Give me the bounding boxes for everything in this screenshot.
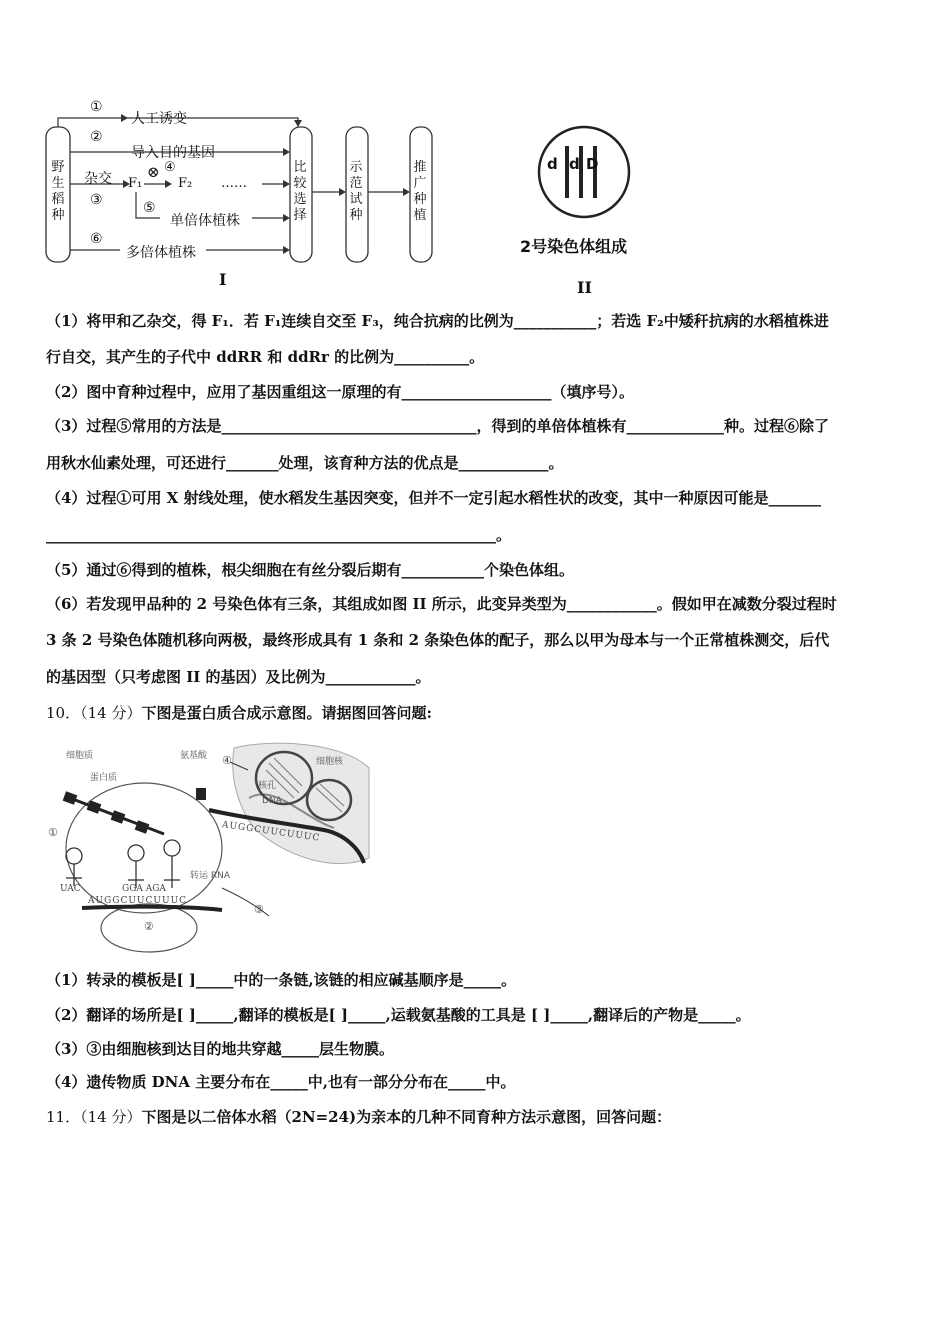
q11-title: 下图是以二倍体水稻（2N=24)为亲本的几种不同育种方法示意图，回答问题： [141,1108,672,1126]
q9-part3-line1: （3）过程⑤常用的方法是__________________________________，得到的单倍体植株有_____________种。过程⑥除了 [46,417,829,435]
q10-part3: （3）③由细胞核到达目的地共穿越_____层生物膜。 [46,1040,394,1058]
mrna-top-seq: AUGGCUUCUUUC [221,820,321,844]
gene-d-1: d [547,155,558,173]
q9-part6-line2: 3 条 2 号染色体随机移向两极，最终形成具有 1 条和 2 条染色体的配子，那么以甲为母本与一个正常植株测交，后代 [46,631,830,649]
polyploid-label: 多倍体植株 [126,245,196,261]
mutation-label: 人工诱变 [131,111,187,127]
marker-3: ③ [254,903,264,916]
pore-label: 核孔 [258,781,277,791]
q9-part1-line1: （1）将甲和乙杂交，得 F₁．若 F₁连续自交至 F₃，纯合抗病的比例为___________；若选 F₂中矮秆抗病的水稻植株进 [46,312,829,330]
demo-box-label: 示 范 试 种 [349,160,363,223]
gene-D: D [586,155,599,173]
step-1-marker: ① [90,99,103,115]
protein-label: 蛋白质 [90,773,118,783]
q10-title: 下图是蛋白质合成示意图。请据图回答问题: [141,704,432,722]
step-5-marker: ⑤ [143,200,156,216]
q10-heading [46,702,432,724]
q9-part6-line3: 的基因型（只考虑图 II 的基因）及比例为____________。 [46,668,431,686]
q11-number: 11．（14 分） [46,1108,142,1126]
f1-label: F₁ [128,176,143,191]
compare-box-label: 比 较 选 择 [293,160,307,223]
anticodon-gga-aga: GGA AGA [122,884,166,894]
q9-part4-line2: ____________________________________________________________。 [46,526,512,544]
f2-label: F₂ [178,176,193,191]
step-4-marker: ④ [164,160,176,175]
ellipsis-label: …… [221,176,247,191]
mrna-seq: AUGGCUUCUUUC [88,896,188,906]
chromosome-caption: 2号染色体组成 [520,237,628,256]
cytoplasm-label: 细胞质 [66,751,94,761]
q9-part3-line2: 用秋水仙素处理，可还进行_______处理，该育种方法的优点是____________。 [46,454,564,472]
marker-1: ① [48,826,58,839]
q9-part1-line2: 行自交，其产生的子代中 ddRR 和 ddRr 的比例为__________。 [46,348,485,366]
trna-label: 转运 RNA [190,871,231,881]
amino-acid-label: 氨基酸 [180,751,208,761]
q9-part6-line1: （6）若发现甲品种的 2 号染色体有三条，其组成如图 II 所示，此变异类型为____________。假如甲在减数分裂过程时 [46,595,837,613]
nucleus-label: 细胞核 [316,757,344,767]
step-3-marker: ③ [90,192,103,208]
step-2-marker: ② [90,129,103,145]
q10-part4: （4）遗传物质 DNA 主要分布在_____中,也有一部分分布在_____中。 [46,1073,516,1091]
step-6-marker: ⑥ [90,231,103,247]
promote-box-label: 推 广 种 植 [413,160,427,223]
anticodon-uac: UAC [60,884,81,894]
q9-part4-line1: （4）过程①可用 X 射线处理，使水稻发生基因突变，但并不一定引起水稻性状的改变，其中一种原因可能是_______ [46,489,822,507]
q10-part2: （2）翻译的场所是[ ]_____,翻译的模板是[ ]_____,运载氨基酸的工具是 [ ]_____,翻译后的产物是_____。 [46,1006,751,1024]
q10-number: 10．（14 分） [46,704,142,722]
q9-part5: （5）通过⑥得到的植株，根尖细胞在有丝分裂后期有___________个染色体组。 [46,561,574,579]
hybrid-label: 杂交 [84,171,112,187]
wild-rice-box-label: 野 生 稻 种 [51,160,65,223]
marker-4: ④ [222,754,232,767]
selfing-symbol: ⊗ [147,163,160,181]
q10-part1: （1）转录的模板是[ ]_____中的一条链,该链的相应碱基顺序是_____。 [46,971,517,989]
haploid-label: 单倍体植株 [170,213,240,229]
gene-import-label: 导入目的基因 [131,145,215,161]
q11-heading [46,1106,671,1128]
diagram-2-label: II [577,278,592,297]
dna-label: DNA [262,796,282,806]
gene-d-2: d [569,155,580,173]
marker-2: ② [144,920,154,933]
diagram-1-label: I [219,270,227,289]
q9-part2: （2）图中育种过程中，应用了基因重组这一原理的有____________________（填序号）。 [46,383,634,401]
